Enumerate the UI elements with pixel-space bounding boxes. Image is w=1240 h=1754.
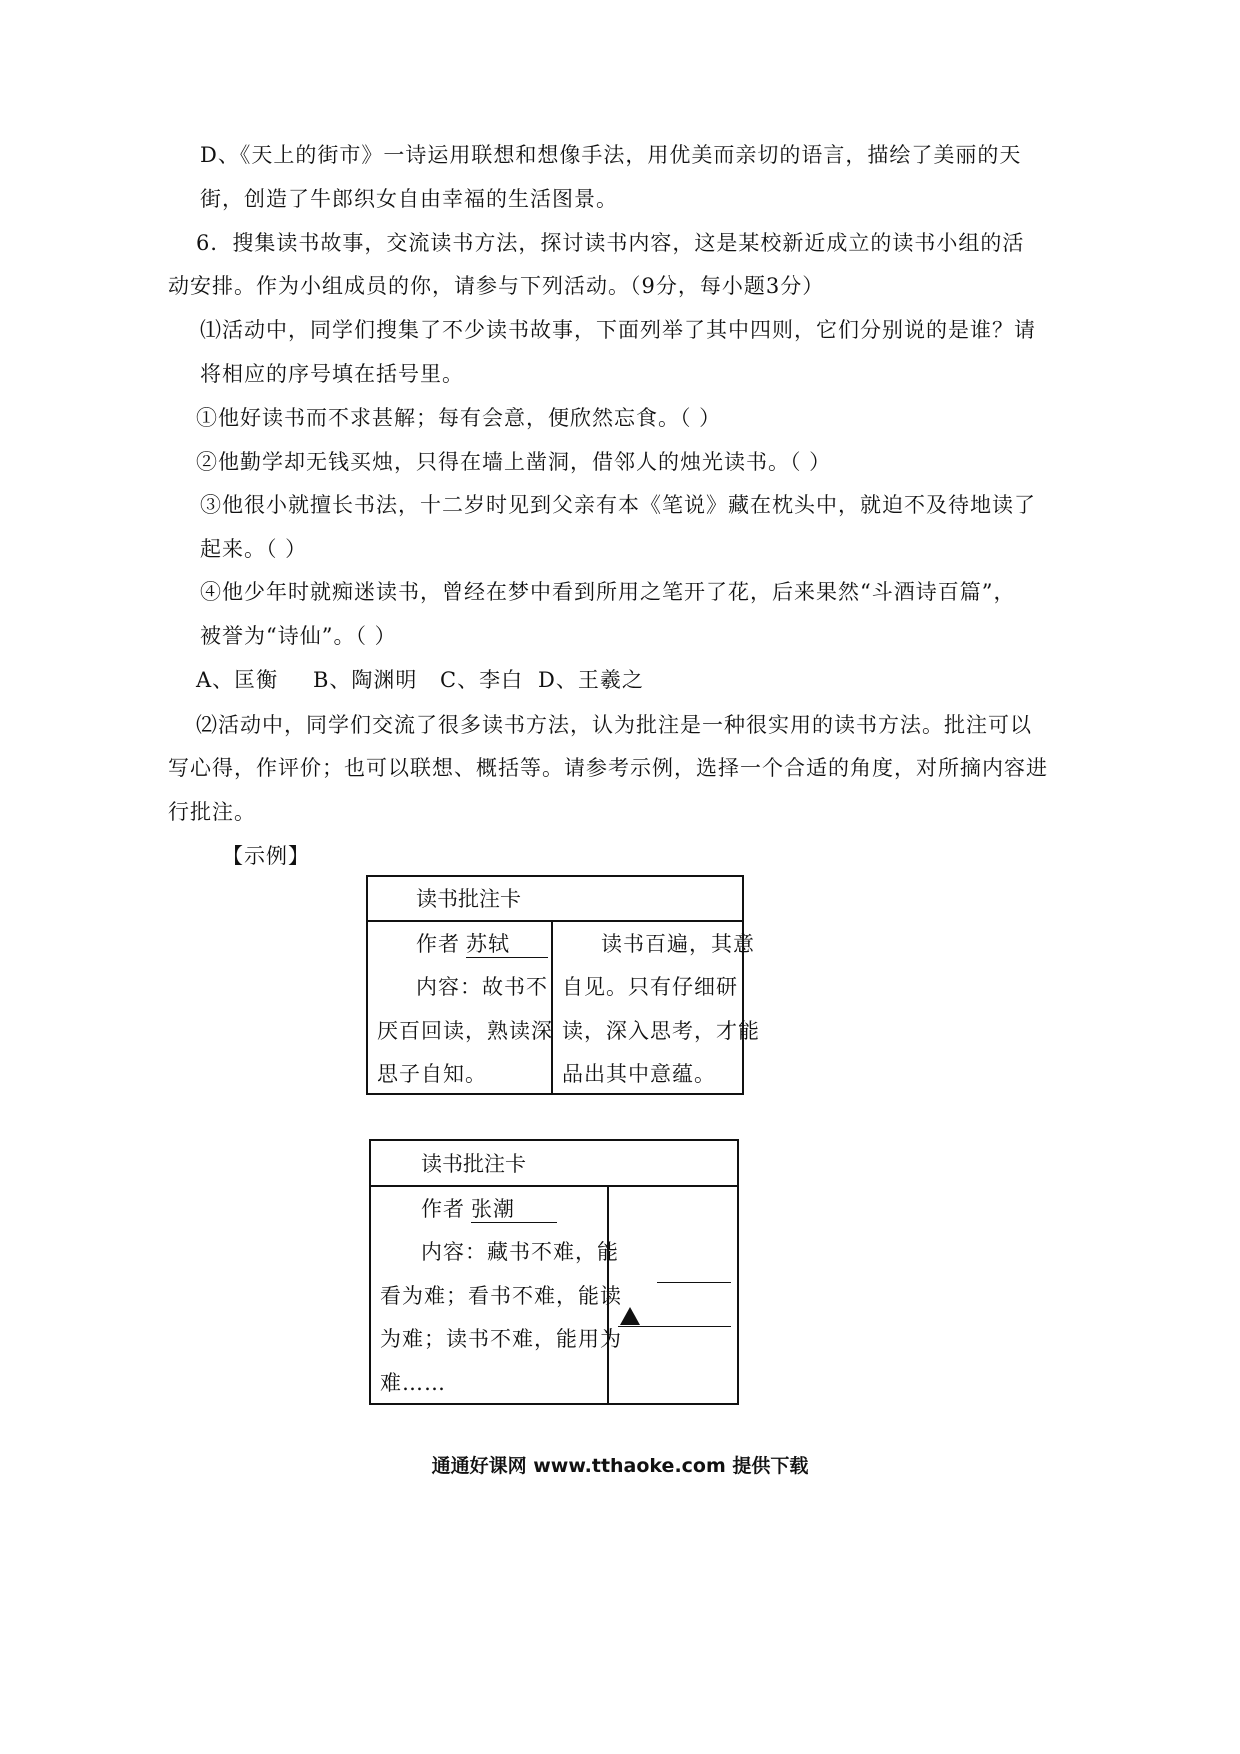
example-annotation-line: 品出其中意蕴。 — [562, 1062, 716, 1086]
option-b: B、陶渊明 — [313, 668, 418, 692]
story-item-4-line1: ④他少年时就痴迷读书，曾经在梦中看到所用之笔开了花，后来果然“斗酒诗百篇”， — [200, 580, 1016, 604]
example-content-line: 厌百回读，熟读深 — [377, 1019, 553, 1043]
answer-blank-line — [618, 1326, 731, 1327]
option-d-line2: 街，创造了牛郎织女自由幸福的生活图景。 — [200, 187, 618, 211]
example-annotation-line: 自见。只有仔细研 — [562, 975, 738, 999]
story-item-1: ①他好读书而不求甚解；每有会意，便欣然忘食。（ ） — [196, 406, 722, 430]
task-content-line: 内容：藏书不难，能 — [421, 1240, 619, 1264]
story-item-2: ②他勤学却无钱买烛，只得在墙上凿洞，借邻人的烛光读书。（ ） — [196, 450, 832, 474]
story-item-3-line1: ③他很小就擅长书法，十二岁时见到父亲有本《笔说》藏在枕头中，就迫不及待地读了 — [200, 493, 1036, 517]
option-d-line1: D、《天上的街市》一诗运用联想和想像手法，用优美而亲切的语言，描绘了美丽的天 — [200, 143, 1022, 167]
part2-line3: 行批注。 — [168, 800, 256, 824]
example-content-line: 思子自知。 — [377, 1062, 487, 1086]
q6-intro-line1: 6．搜集读书故事，交流读书方法，探讨读书内容，这是某校新近成立的读书小组的活 — [196, 231, 1025, 255]
triangle-marker-icon — [620, 1307, 640, 1325]
example-label: 【示例】 — [222, 844, 310, 868]
example-annotation-line: 读书百遍，其意 — [601, 932, 755, 956]
example-card-divider — [551, 920, 553, 1095]
answer-blank-line — [657, 1282, 731, 1283]
task-author-label: 作者 — [421, 1197, 465, 1221]
part1-line1: ⑴活动中，同学们搜集了不少读书故事，下面列举了其中四则，它们分别说的是谁？请 — [200, 318, 1036, 342]
example-author-value: 苏轼 — [466, 931, 548, 958]
part1-line2: 将相应的序号填在括号里。 — [200, 362, 464, 386]
example-card-header — [368, 877, 742, 922]
task-author-value: 张潮 — [471, 1196, 557, 1223]
part2-line2: 写心得，作评价；也可以联想、概括等。请参考示例，选择一个合适的角度，对所摘内容进 — [168, 756, 1048, 780]
task-card-header — [371, 1141, 737, 1187]
example-author-row — [416, 929, 548, 959]
task-content-line: 难…… — [380, 1371, 446, 1395]
example-author-label: 作者 — [416, 932, 460, 956]
option-d: D、王羲之 — [538, 668, 644, 692]
task-card-title: 读书批注卡 — [421, 1152, 526, 1176]
example-content-line: 内容：故书不 — [416, 975, 548, 999]
option-c: C、李白 — [440, 668, 524, 692]
q6-intro-line2: 动安排。作为小组成员的你，请参与下列活动。（9分，每小题3分） — [168, 274, 825, 298]
part2-line1: ⑵活动中，同学们交流了很多读书方法，认为批注是一种很实用的读书方法。批注可以 — [196, 713, 1032, 737]
story-item-3-line2: 起来。（ ） — [200, 537, 308, 561]
example-annotation-card — [366, 875, 760, 1095]
page-footer: 通通好课网 www.tthaoke.com 提供下载 — [431, 1455, 809, 1477]
example-annotation-line: 读，深入思考，才能 — [562, 1019, 760, 1043]
example-card-title: 读书批注卡 — [416, 887, 521, 911]
story-item-4-line2: 被誉为“诗仙”。（ ） — [200, 624, 397, 648]
task-content-line: 为难；读书不难，能用为 — [380, 1327, 622, 1351]
task-annotation-card — [369, 1139, 739, 1405]
task-content-line: 看为难；看书不难，能读 — [380, 1284, 622, 1308]
task-author-row — [421, 1194, 557, 1224]
option-a: A、匡衡 — [196, 668, 279, 692]
